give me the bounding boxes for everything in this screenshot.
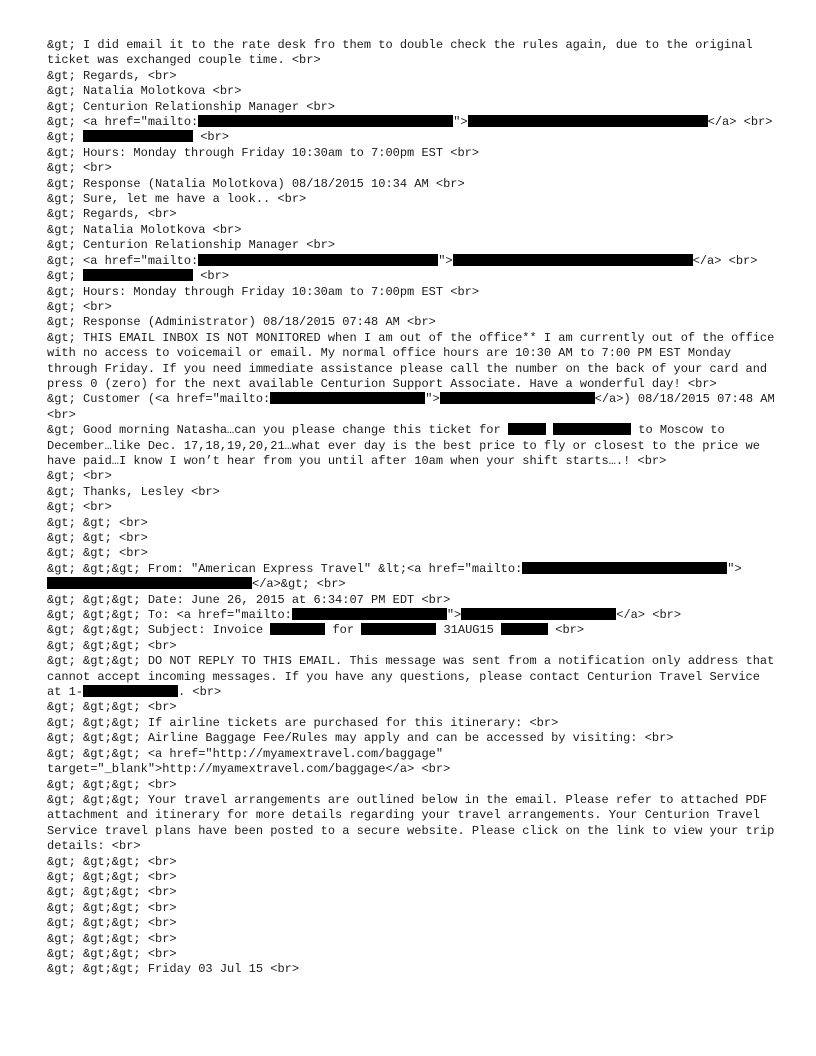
text-segment: </a> <br> — [692, 253, 758, 268]
text-segment: &gt; &gt;&gt; Airline Baggage Fee/Rules may apply and can be accessed by visiting: <br> — [47, 731, 674, 746]
redaction-bar — [292, 608, 447, 620]
text-segment: &gt; <a href="mailto: — [47, 115, 199, 130]
text-segment: &gt; &gt; <br> — [47, 515, 148, 530]
text-segment: &gt; &gt;&gt; Subject: Invoice — [47, 623, 271, 638]
text-line — [47, 84, 777, 99]
text-segment: "> — [453, 115, 468, 130]
text-line — [47, 177, 777, 192]
text-segment: &gt; &gt;&gt; <br> — [47, 638, 177, 653]
text-line — [47, 792, 782, 855]
text-line — [47, 716, 777, 731]
text-line — [47, 500, 777, 515]
text-segment: &gt; Centurion Relationship Manager <br> — [47, 99, 336, 114]
text-segment: for — [325, 623, 362, 638]
text-line — [47, 192, 777, 207]
text-line — [47, 639, 777, 654]
text-line — [47, 161, 777, 176]
redaction-bar — [270, 623, 325, 635]
text-line — [47, 330, 782, 393]
text-line — [47, 855, 777, 870]
redaction-bar — [83, 685, 178, 697]
redaction-bar — [522, 562, 727, 574]
text-segment: <br> — [193, 269, 230, 284]
text-line — [47, 254, 777, 269]
email-thread-document — [47, 38, 782, 978]
text-segment: "> — [446, 608, 462, 623]
text-line — [47, 546, 777, 561]
text-segment: &gt; &gt;&gt; To: <a href="mailto: — [47, 608, 292, 623]
text-segment: &gt; Regards, <br> — [47, 68, 177, 83]
text-segment: &gt; <br> — [47, 161, 112, 176]
text-line — [47, 916, 777, 931]
redaction-bar — [553, 423, 631, 435]
text-segment: &gt; &gt;&gt; <br> — [47, 900, 177, 915]
text-segment: &gt; Thanks, Lesley <br> — [47, 484, 220, 499]
text-line — [47, 485, 777, 500]
text-segment: &gt; &gt;&gt; <br> — [47, 777, 177, 792]
text-segment: "> — [425, 392, 440, 407]
text-line — [47, 778, 777, 793]
text-segment: &gt; &gt;&gt; <br> — [47, 700, 177, 715]
text-segment: &gt; <br> — [47, 500, 112, 515]
text-line — [47, 269, 777, 284]
text-segment: "> — [438, 253, 453, 268]
redaction-bar — [501, 623, 548, 635]
text-segment: &gt; &gt; <br> — [47, 531, 148, 545]
text-line — [47, 69, 777, 84]
text-line — [47, 130, 777, 145]
text-segment: &gt; <br> — [47, 469, 112, 484]
text-line — [47, 562, 777, 593]
text-line — [47, 947, 777, 962]
text-line — [47, 100, 777, 115]
text-segment: <br> — [548, 623, 585, 638]
text-line — [47, 623, 777, 638]
text-line — [47, 932, 777, 947]
redaction-bar — [453, 254, 693, 266]
text-segment: &gt; THIS EMAIL INBOX IS NOT MONITORED when I am out of the office** I am currently out of the office with no access to voicemail or email. My normal office hours are 10:30 AM to 7:00 PM EST Monday through Friday. If you need immediate assistance please call the number on the back of your card and press 0 (zero) for the next available Centurion Support Associate. Have a wonderful day! <br> — [47, 330, 782, 391]
text-segment: </a>&gt; <br> — [252, 577, 346, 592]
text-segment: &gt; Centurion Relationship Manager <br> — [47, 238, 336, 253]
text-line — [47, 469, 777, 484]
text-segment: &gt; &gt;&gt; From: "American Express Travel" &lt;<a href="mailto: — [47, 561, 523, 576]
text-segment: &gt; Sure, let me have a look.. <br> — [47, 192, 307, 207]
text-segment: &gt; &gt;&gt; <br> — [47, 854, 177, 869]
text-line — [47, 315, 777, 330]
text-segment: &gt; Natalia Molotkova <br> — [47, 84, 242, 99]
text-line — [47, 223, 777, 238]
text-segment: &gt; <br> — [47, 299, 112, 314]
text-segment: &gt; &gt;&gt; Friday 03 Jul 15 <br> — [47, 962, 300, 977]
text-line — [47, 516, 777, 531]
text-segment: &gt; Response (Administrator) 08/18/2015 07:48 AM <br> — [47, 315, 436, 330]
text-line — [47, 700, 777, 715]
text-segment: &gt; &gt;&gt; Date: June 26, 2015 at 6:34:07 PM EDT <br> — [47, 592, 451, 607]
text-segment: &gt; &gt;&gt; If airline tickets are purchased for this itinerary: <br> — [47, 715, 559, 730]
text-segment: . <br> — [178, 685, 222, 700]
text-segment: &gt; — [47, 269, 84, 284]
redaction-bar — [83, 269, 193, 281]
text-segment: &gt; Regards, <br> — [47, 207, 177, 222]
text-segment: &gt; &gt;&gt; <br> — [47, 931, 177, 946]
redaction-bar — [361, 623, 436, 635]
text-segment: &gt; Natalia Molotkova <br> — [47, 222, 242, 237]
text-line — [47, 115, 777, 130]
text-line — [47, 962, 777, 977]
redaction-bar — [468, 115, 708, 127]
redaction-bar — [508, 423, 546, 435]
text-segment: &gt; &gt;&gt; <br> — [47, 869, 177, 884]
redaction-bar — [47, 577, 252, 589]
text-segment: &gt; &gt;&gt; <br> — [47, 885, 177, 900]
text-segment: &gt; &gt;&gt; <br> — [47, 916, 177, 931]
text-line — [47, 423, 777, 469]
text-segment: </a>) 08/18/2015 07:48 AM <br> — [47, 392, 782, 422]
text-segment: &gt; Hours: Monday through Friday 10:30am to 7:00pm EST <br> — [47, 145, 480, 160]
text-segment: </a> <br> — [707, 115, 773, 130]
text-line — [47, 238, 777, 253]
redaction-bar — [198, 115, 453, 127]
text-line — [47, 885, 777, 900]
redaction-bar — [440, 392, 595, 404]
text-line — [47, 870, 777, 885]
text-line — [47, 146, 777, 161]
text-segment: &gt; Hours: Monday through Friday 10:30am to 7:00pm EST <br> — [47, 284, 480, 299]
text-line — [47, 654, 782, 700]
text-segment: &gt; &gt;&gt; <a href="http://myamextravel.com/baggage" target="_blank">http://myamextravel.com/baggage</a> <br> — [47, 746, 451, 777]
text-line — [47, 608, 777, 623]
text-line — [47, 392, 782, 423]
text-segment: </a> <br> — [616, 608, 682, 623]
text-segment: &gt; I did email it to the rate desk fro them to double check the rules again, due to the original ticket was exchanged couple time. <br> — [47, 38, 760, 68]
text-segment: &gt; — [47, 130, 84, 145]
text-segment: <br> — [193, 130, 230, 145]
text-line — [47, 531, 777, 546]
text-segment: &gt; &gt; <br> — [47, 546, 148, 561]
text-segment: to Moscow to December…like Dec. 17,18,19,20,21…what ever day is the best price to fly or closest to the price we have paid…I know I won’t hear from you until after 10am when your shift starts….! <br> — [47, 423, 768, 468]
text-segment: &gt; Customer (<a href="mailto: — [47, 392, 271, 407]
text-segment: &gt; &gt;&gt; DO NOT REPLY TO THIS EMAIL. This message was sent from a notification only address that cannot accept incoming messages. If you have any questions, please contact Centurion Travel Service at 1- — [47, 654, 782, 700]
text-segment: "> — [727, 561, 742, 576]
text-segment: &gt; &gt;&gt; <br> — [47, 946, 177, 961]
text-line — [47, 38, 777, 69]
text-line — [47, 593, 777, 608]
text-line — [47, 747, 777, 778]
redaction-bar — [270, 392, 425, 404]
text-segment: &gt; Response (Natalia Molotkova) 08/18/2015 10:34 AM <br> — [47, 176, 465, 191]
text-line — [47, 285, 777, 300]
redaction-bar — [198, 254, 438, 266]
text-segment: &gt; Good morning Natasha…can you please change this ticket for — [47, 423, 508, 438]
text-segment: &gt; <a href="mailto: — [47, 253, 199, 268]
text-line — [47, 300, 777, 315]
redaction-bar — [461, 608, 616, 620]
text-segment: 31AUG15 — [436, 623, 502, 638]
text-line — [47, 207, 777, 222]
text-segment: &gt; &gt;&gt; Your travel arrangements are outlined below in the email. Please refer to attached PDF attachment and itinerary for more details regarding your travel arrangements. Your Centurion Travel Service travel plans have been posted to a secure website. Please click on the link to view your trip details: <br> — [47, 792, 782, 854]
text-line — [47, 731, 777, 746]
text-line — [47, 901, 777, 916]
text-segment — [546, 423, 553, 437]
redaction-bar — [83, 130, 193, 142]
document-lines — [47, 38, 782, 978]
